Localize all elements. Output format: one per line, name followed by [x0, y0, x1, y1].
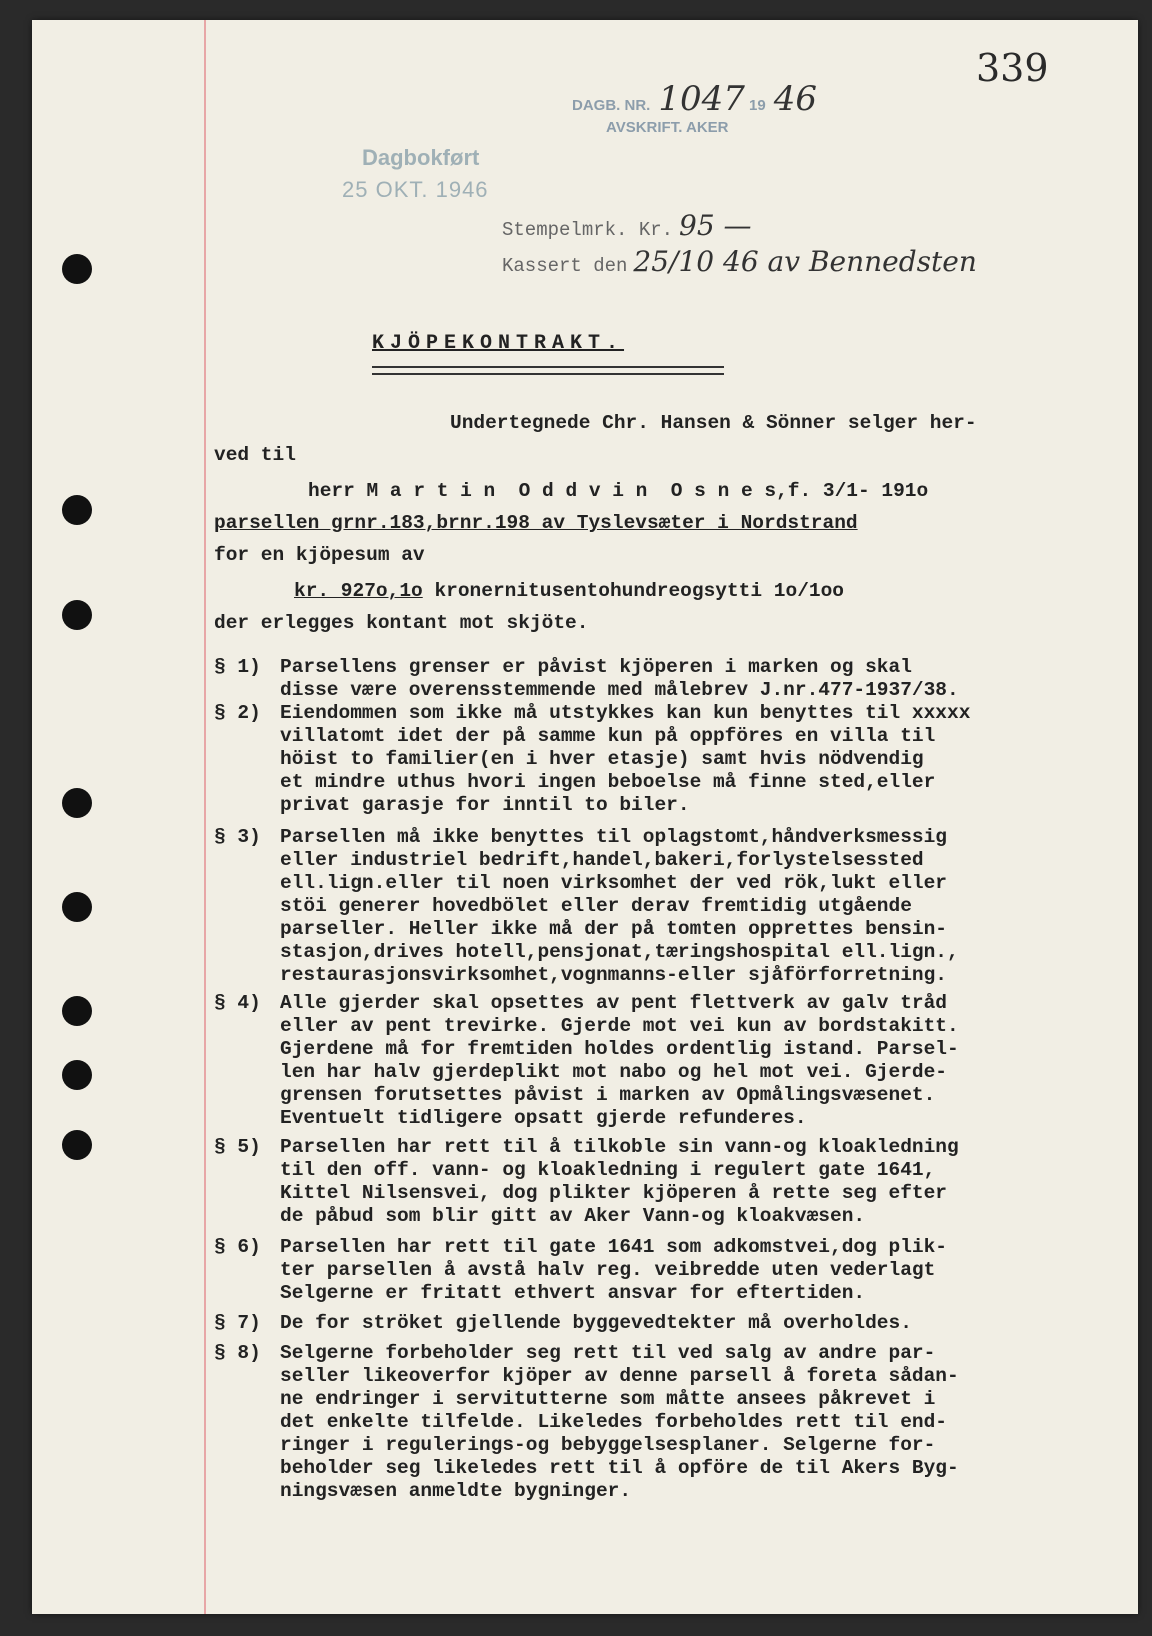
clause-line: beholder seg likeledes rett til å opföre de til Akers Byg- [280, 1457, 959, 1479]
clause-line: privat garasje for inntil to biler. [280, 794, 690, 816]
clause-line: disse være overensstemmende med målebrev J.nr.477-1937/38. [280, 679, 959, 701]
clause-line: ningsvæsen anmeldte bygninger. [280, 1480, 632, 1502]
clause-line: et mindre uthus hvori ingen beboelse må finne sted,eller [280, 771, 936, 793]
clause-number: § 5) [214, 1136, 261, 1158]
page-number: 339 [976, 46, 1049, 90]
price-line [294, 580, 844, 603]
document-page [32, 20, 1138, 1614]
document-title: KJÖPEKONTRAKT. [372, 332, 625, 355]
stamp-duty-note [502, 210, 977, 282]
punch-hole [62, 788, 92, 818]
stamp-dagb-year: 46 [773, 79, 817, 119]
clause-body [280, 1342, 959, 1503]
clause-body [280, 992, 959, 1130]
intro-line-2: ved til [214, 444, 296, 466]
punch-hole [62, 892, 92, 922]
clause-line: grensen forutsettes påvist i marken av Opmålingsvæsenet. [280, 1084, 936, 1106]
clause-line: seller likeoverfor kjöper av denne parsell å foreta sådan- [280, 1365, 959, 1387]
clause-line: stasjon,drives hotell,pensjonat,tæringshospital ell.lign., [280, 941, 959, 963]
clause-line: Gjerdene må for fremtiden holdes ordentlig istand. Parsel- [280, 1038, 959, 1060]
punch-hole [62, 996, 92, 1026]
clause-line: ringer i regulerings-og bebyggelsesplaner. Selgerne for- [280, 1434, 936, 1456]
stamp-dagb-prefix: DAGB. NR. [572, 97, 651, 114]
price-words: kronernitusentohundreogsytti 1o/1oo [434, 580, 845, 602]
clause-line: parseller. Heller ikke må der på tomten opprettes bensin- [280, 918, 948, 940]
clause-body [280, 1236, 947, 1305]
clause-line: Selgerne forbeholder seg rett til ved salg av andre par- [280, 1342, 936, 1364]
clause-body [280, 1136, 959, 1228]
punch-hole [62, 1060, 92, 1090]
kassert-label: Kassert den [502, 255, 628, 277]
clause-number: § 3) [214, 826, 261, 848]
clause-line: til den off. vann- og kloakledning i regulert gate 1641, [280, 1159, 936, 1181]
price-amount: kr. 927o,1o [294, 580, 423, 602]
clause-line: ter parsellen å avstå halv reg. veibredde uten vederlagt [280, 1259, 936, 1281]
clause-line: De for ströket gjellende byggevedtekter må overholdes. [280, 1312, 912, 1334]
title-underline [372, 366, 724, 375]
diary-number-stamp [572, 79, 817, 139]
intro-line-1: Undertegnede Chr. Hansen & Sönner selger her- [450, 412, 977, 434]
punch-hole [62, 1130, 92, 1160]
clause-number: § 2) [214, 702, 261, 724]
stamp-dagb-number: 1047 [658, 79, 745, 119]
clause-line: Selgerne er fritatt ethvert ansvar for eftertiden. [280, 1282, 866, 1304]
clause-line: restaurasjonsvirksomhet,vognmanns-eller sjåförforretning. [280, 964, 948, 986]
clause-line: Parsellen har rett til gate 1641 som adkomstvei,dog plik- [280, 1236, 948, 1258]
clause-number: § 7) [214, 1312, 261, 1334]
clause-line: Kittel Nilsensvei, dog plikter kjöperen å rette seg efter [280, 1182, 948, 1204]
clause-line: ne endringer i servitutterne som måtte ansees påkrevet i [280, 1388, 936, 1410]
stamp-date: 25 OKT. 1946 [342, 177, 489, 202]
clause-line: Eventuelt tidligere opsatt gjerde refunderes. [280, 1107, 807, 1129]
price-intro: for en kjöpesum av [214, 544, 425, 566]
margin-rule [204, 20, 206, 1614]
clause-number: § 6) [214, 1236, 261, 1258]
punch-hole [62, 254, 92, 284]
clause-number: § 8) [214, 1342, 261, 1364]
stempel-amount: 95 — [679, 209, 752, 242]
stamp-dagbokfort-label: Dagbokført [362, 145, 480, 170]
buyer-line: herr M a r t i n O d d v i n O s n e s,f. 3/1- 191o [308, 480, 929, 502]
clause-line: Alle gjerder skal opsettes av pent flettverk av galv tråd [280, 992, 948, 1014]
parcel-line: parsellen grnr.183,brnr.198 av Tyslevsæter i Nordstrand [214, 512, 858, 534]
clause-body [280, 702, 970, 817]
clause-line: de påbud som blir gitt av Aker Vann-og kloakvæsen. [280, 1205, 866, 1227]
payment-line: der erlegges kontant mot skjöte. [214, 612, 589, 634]
clause-line: höist to familier(en i hver etasje) samt hvis nödvendig [280, 748, 924, 770]
stamp-dagb-suffix: 19 [749, 97, 766, 114]
clause-line: Parsellen må ikke benyttes til oplagstomt,håndverksmessig [280, 826, 948, 848]
clause-number: § 1) [214, 656, 261, 678]
clause-line: Parsellens grenser er påvist kjöperen i marken og skal [280, 656, 912, 678]
stamp-avskrift: AVSKRIFT. AKER [606, 119, 729, 136]
stempel-label: Stempelmrk. Kr. [502, 219, 674, 241]
clause-line: Parsellen har rett til å tilkoble sin vann-og kloakledning [280, 1136, 959, 1158]
clause-body [280, 1312, 912, 1335]
clause-line: eller industriel bedrift,handel,bakeri,forlystelsessted [280, 849, 924, 871]
punch-hole [62, 600, 92, 630]
clause-line: det enkelte tilfelde. Likeledes forbeholdes rett til end- [280, 1411, 948, 1433]
clause-line: eller av pent trevirke. Gjerde mot vei kun av bordstakitt. [280, 1015, 959, 1037]
clause-line: villatomt idet der på samme kun på oppföres en villa til [280, 725, 936, 747]
clause-line: stöi generer hovedbölet eller derav fremtidig utgående [280, 895, 912, 917]
clause-line: ell.lign.eller til noen virksomhet der ved rök,lukt eller [280, 872, 948, 894]
dagbokfort-stamp [342, 142, 489, 206]
kassert-signature: 25/10 46 av Bennedsten [633, 245, 977, 278]
clause-body [280, 656, 959, 702]
punch-hole [62, 495, 92, 525]
clause-line: Eiendommen som ikke må utstykkes kan kun benyttes til xxxxx [280, 702, 971, 724]
clause-line: len har halv gjerdeplikt mot nabo og hel mot vei. Gjerde- [280, 1061, 948, 1083]
clause-number: § 4) [214, 992, 261, 1014]
clause-body [280, 826, 959, 987]
